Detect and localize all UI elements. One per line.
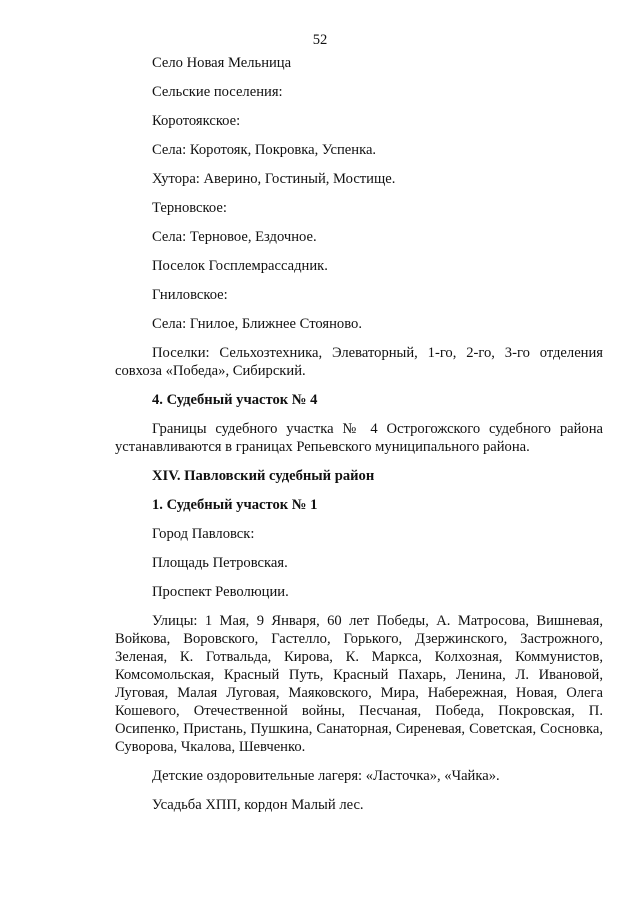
paragraph-rural-settlements: Сельские поселения: xyxy=(152,84,283,100)
paragraph-ternovskoe: Терновское: xyxy=(152,200,227,216)
heading-court-section-1: 1. Судебный участок № 1 xyxy=(152,497,318,513)
heading-court-section-4: 4. Судебный участок № 4 xyxy=(152,392,318,408)
page-number: 52 xyxy=(312,32,328,48)
paragraph-court-section-4-borders: Границы судебного участка № 4 Острогожского судебного района устанавливаются в границах Репьевского муниципального района. xyxy=(115,421,603,455)
paragraph-gnilovskoe-settlements: Поселки: Сельхозтехника, Элеваторный, 1-го, 2-го, 3-го отделения совхоза «Победа», Сибирский. xyxy=(115,345,603,379)
paragraph-revolution-avenue: Проспект Революции. xyxy=(152,584,289,600)
document-body xyxy=(115,54,603,825)
paragraph-pavlovsk-city: Город Павловск: xyxy=(152,526,255,542)
paragraph-selo-novaya-melnitsa: Село Новая Мельница xyxy=(152,55,292,71)
paragraph-khpp-estate: Усадьба ХПП, кордон Малый лес. xyxy=(152,797,364,813)
paragraph-ternovskoe-villages: Села: Терновое, Ездочное. xyxy=(152,229,317,245)
paragraph-childrens-camps: Детские оздоровительные лагеря: «Ласточка», «Чайка». xyxy=(152,768,500,784)
paragraph-gnilovskoe-villages: Села: Гнилое, Ближнее Стояново. xyxy=(152,316,362,332)
heading-pavlovsk-district: XIV. Павловский судебный район xyxy=(152,468,375,484)
paragraph-korotoyakskoe: Коротоякское: xyxy=(152,113,241,129)
paragraph-streets-list: Улицы: 1 Мая, 9 Января, 60 лет Победы, А. Матросова, Вишневая, Войкова, Воровского, Гастелло, Горького, Дзержинского, Застрожного, Зеленая, К. Готвальда, Кирова, К. Маркса, Колхозная, Коммунистов, Комсомольская, Красный Путь, Красный Пахарь, Ленина, Л. Ивановой, Луговая, Малая Луговая, Маяковского, Мира, Набережная, Новая, Олега Кошевого, Отечественной войны, Песчаная, Победа, Покровская, П. Осипенко, Пристань, Пушкина, Санаторная, Сиреневая, Советская, Сосновка, Суворова, Чкалова, Шевченко. xyxy=(115,613,603,755)
paragraph-korotoyak-villages: Села: Коротояк, Покровка, Успенка. xyxy=(152,142,377,158)
paragraph-ternovskoe-settlement: Поселок Госплемрассадник. xyxy=(152,258,328,274)
paragraph-gnilovskoe: Гниловское: xyxy=(152,287,228,303)
paragraph-korotoyak-khutors: Хутора: Аверино, Гостиный, Мостище. xyxy=(152,171,396,187)
paragraph-petrovskaya-square: Площадь Петровская. xyxy=(152,555,288,571)
